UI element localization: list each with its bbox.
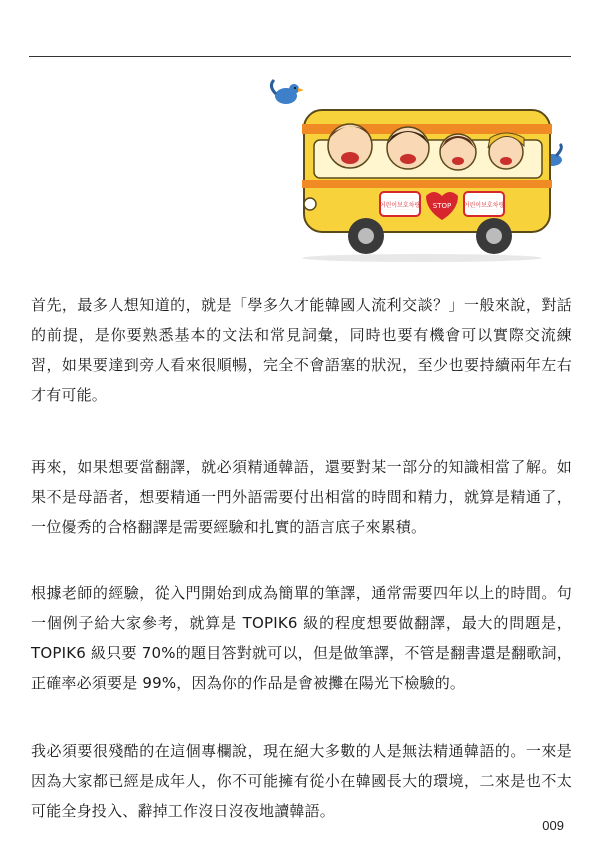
school-bus-illustration [262, 68, 572, 268]
bus-signs [380, 192, 505, 220]
paragraph: 根據老師的經驗，從入門開始到成為簡單的筆譯，通常需要四年以上的時間。句一個例子給大家參考，就算是 TOPIK6 級的程度想要做翻譯，最大的問題是，TOPIK6 級只要 70%的題目答對就可以，但是做筆譯，不管是翻書還是翻歌詞，正確率必須要是 99%，因為你的作品是會被攤在陽光下檢驗的。 [31, 584, 572, 692]
page-number: 009 [542, 818, 564, 833]
stop-sign-text: STOP [432, 202, 452, 210]
bird-icon [271, 80, 304, 104]
header-rule [29, 56, 571, 57]
paragraph: 再來，如果想要當翻譯，就必須精通韓語，還要對某一部分的知識相當了解。如果不是母語者，想要精通一門外語需要付出相當的時間和精力，就算是精通了，一位優秀的合格翻譯是需要經驗和扎實的語言底子來累積。 [31, 458, 572, 536]
paragraph: 首先，最多人想知道的，就是「學多久才能韓國人流利交談？」一般來說，對話的前提，是你要熟悉基本的文法和常見詞彙，同時也要有機會可以實際交流練習，如果要達到旁人看來很順暢，完全不會語塞的狀況，至少也要持續兩年左右才有可能。 [31, 296, 572, 404]
sign-right-text: 어린이보호차량 [463, 202, 505, 209]
sign-left-text: 어린이보호차량 [379, 202, 421, 209]
paragraph: 我必須要很殘酷的在這個專欄說，現在絕大多數的人是無法精通韓語的。一來是因為大家都已經是成年人，你不可能擁有從小在韓國長大的環境，二來是也不太可能全身投入、辭掉工作沒日沒夜地讀韓語。 [31, 742, 572, 820]
headlight-icon [304, 198, 316, 210]
ground-shadow [302, 254, 542, 262]
